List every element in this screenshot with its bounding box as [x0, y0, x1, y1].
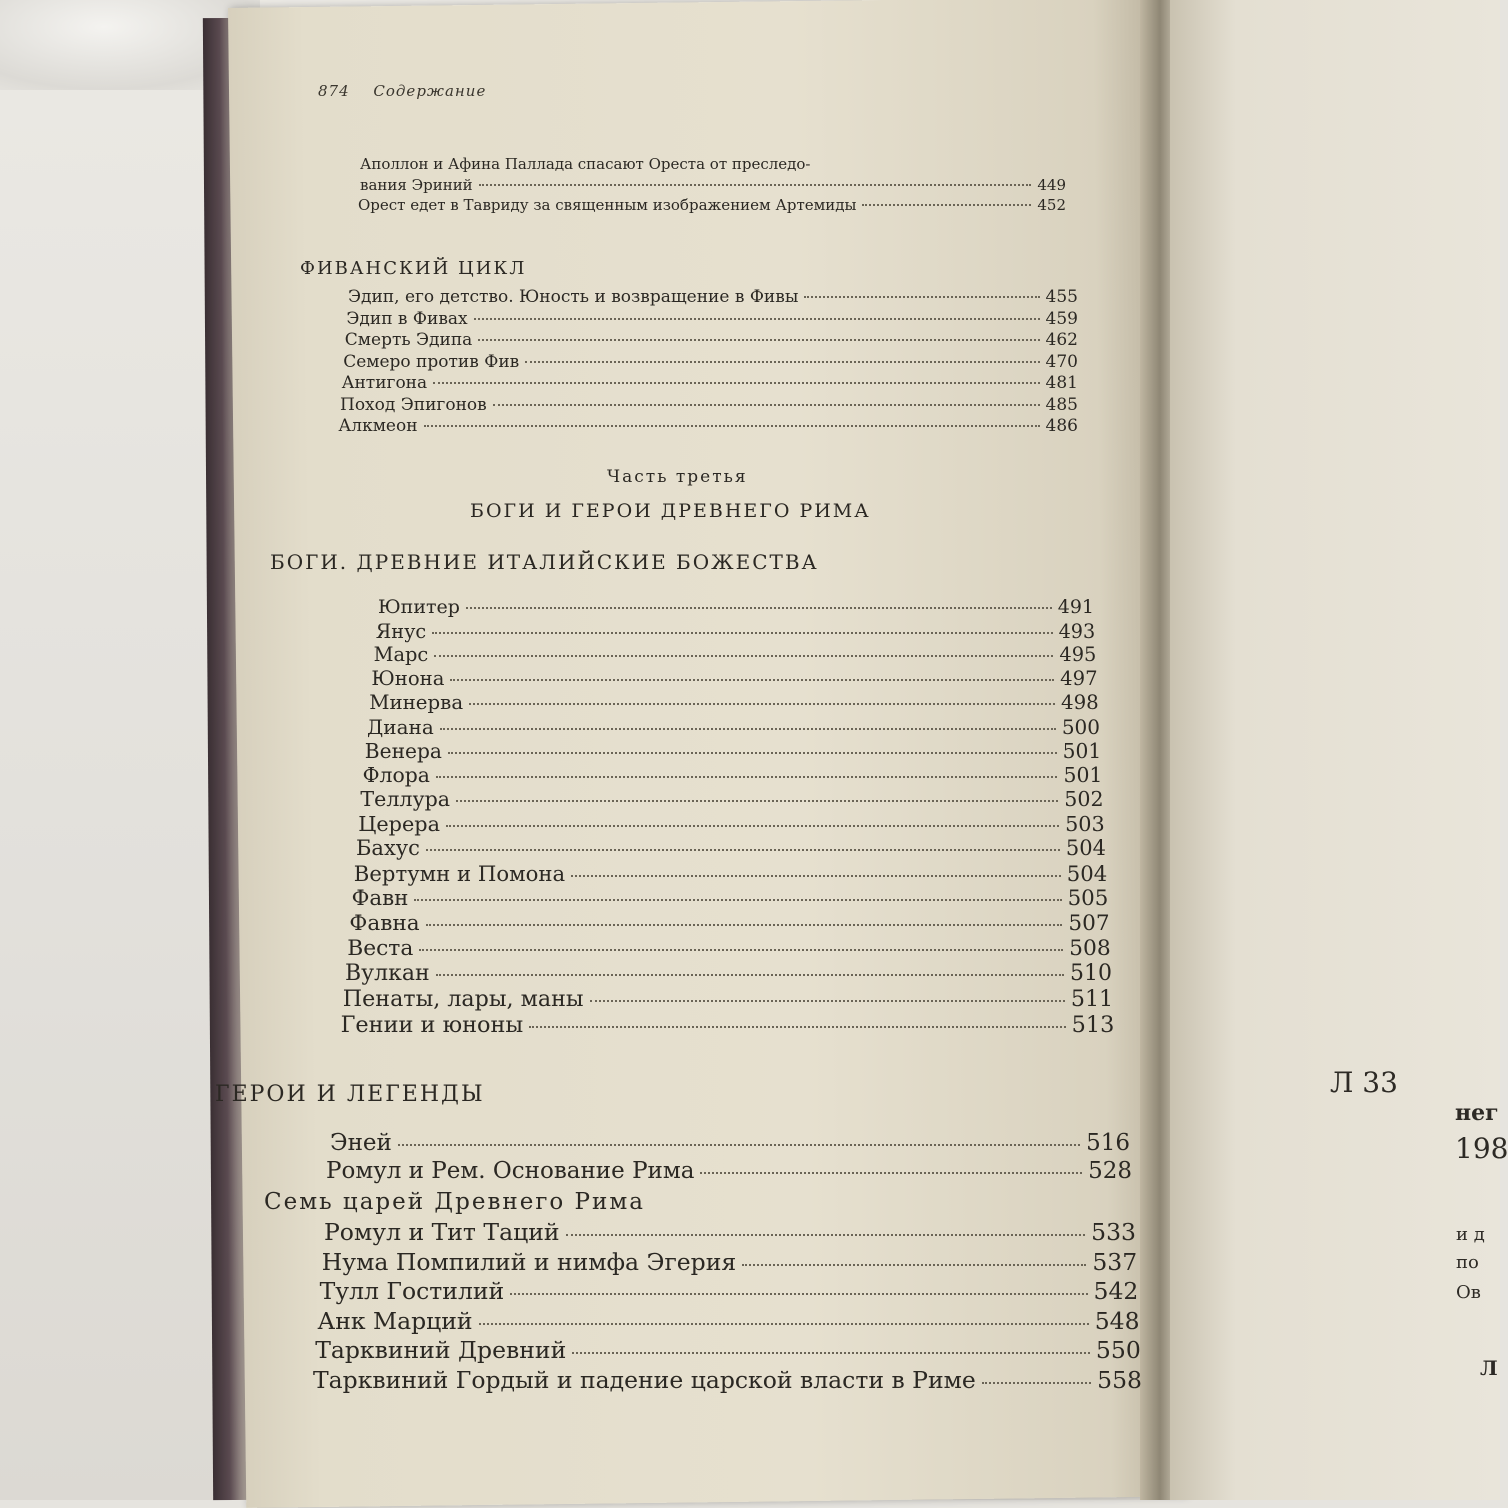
- dot-leader: [456, 800, 1058, 802]
- dot-leader: [571, 875, 1061, 877]
- toc-entry: [374, 643, 1097, 666]
- dot-leader: [419, 949, 1063, 951]
- toc-entry: [341, 1012, 1115, 1038]
- dot-leader: [572, 1352, 1090, 1354]
- part-title: БОГИ И ГЕРОИ ДРЕВНЕГО РИМА: [470, 500, 871, 522]
- page-header-title: Содержание: [373, 82, 487, 100]
- right-page-line: нег: [1455, 1100, 1499, 1126]
- toc-entry: [317, 1307, 1139, 1335]
- dot-leader: [510, 1293, 1087, 1295]
- toc-entry-title: Тарквиний Древний: [315, 1336, 567, 1364]
- toc-entry-title: Юпитер: [378, 596, 460, 618]
- toc-entry-page: 528: [1088, 1158, 1132, 1184]
- toc-entry: [376, 620, 1095, 643]
- toc-entry-page: 462: [1045, 330, 1078, 350]
- toc-entry-title: Церера: [358, 811, 440, 836]
- toc-entry-page: 449: [1037, 176, 1066, 194]
- right-page-line: 198: [1455, 1132, 1508, 1165]
- toc-entry-title: Нума Помпилий и нимфа Эгерия: [321, 1247, 737, 1276]
- dot-leader: [398, 1144, 1080, 1146]
- toc-entry: [326, 1158, 1132, 1184]
- dot-leader: [432, 632, 1052, 634]
- dot-leader: [424, 425, 1040, 427]
- toc-entry-page: 511: [1070, 986, 1114, 1013]
- section-heading-gods: БОГИ. ДРЕВНИЕ ИТАЛИЙСКИЕ БОЖЕСТВА: [270, 550, 819, 574]
- toc-entry-page: 505: [1067, 885, 1109, 911]
- part-label: Часть третья: [607, 467, 748, 487]
- dot-leader: [436, 776, 1058, 778]
- toc-entry-title: Веста: [347, 935, 414, 961]
- toc-entry-page: 459: [1045, 308, 1078, 329]
- dot-leader: [434, 655, 1053, 657]
- toc-entry-page: 481: [1045, 373, 1078, 393]
- toc-entry-page: 497: [1060, 666, 1098, 690]
- dot-leader: [426, 924, 1063, 926]
- toc-entry-page: 486: [1045, 416, 1078, 436]
- toc-entry-title: Фавн: [351, 885, 409, 911]
- toc-entry-title: Аполлон и Афина Паллада спасают Ореста от преследо-: [360, 155, 811, 173]
- toc-entry: [343, 986, 1113, 1012]
- dot-leader: [440, 728, 1056, 730]
- toc-entry-title: Гении и юноны: [340, 1011, 524, 1038]
- toc-entry-title: Бахус: [356, 836, 420, 861]
- dot-leader: [450, 679, 1054, 681]
- dot-leader: [448, 752, 1057, 754]
- toc-entry: [330, 1130, 1130, 1156]
- toc-entry-page: 548: [1094, 1306, 1140, 1335]
- toc-entry: [363, 763, 1103, 787]
- dot-leader: [469, 703, 1055, 705]
- toc-entry-title: Антигона: [341, 373, 428, 393]
- toc-entry: [367, 715, 1100, 739]
- dot-leader: [566, 1234, 1086, 1236]
- toc-entry-page: 493: [1058, 619, 1096, 643]
- subsection-heading-kings: Семь царей Древнего Рима: [264, 1189, 645, 1215]
- toc-entry-title: Флора: [362, 763, 430, 788]
- dot-leader: [862, 204, 1031, 206]
- toc-entry-title: Эней: [330, 1130, 392, 1156]
- right-page: [1170, 0, 1508, 1500]
- toc-entry-page: 501: [1063, 763, 1103, 788]
- toc-entry-page: 455: [1045, 287, 1078, 307]
- right-page-line: Л: [1480, 1356, 1498, 1380]
- toc-entry-title: Семеро против Фив: [343, 351, 520, 372]
- toc-entry-page: 498: [1061, 690, 1099, 714]
- toc-entry: [347, 936, 1111, 961]
- toc-entry-page: 542: [1093, 1277, 1139, 1305]
- dot-leader: [493, 404, 1040, 406]
- dot-leader: [479, 184, 1032, 186]
- toc-entry-title: Венера: [364, 738, 442, 763]
- toc-entry-page: 558: [1097, 1365, 1142, 1394]
- toc-entry-page: 501: [1062, 738, 1102, 763]
- toc-entry: [352, 886, 1109, 911]
- toc-entry: [346, 309, 1078, 329]
- toc-entry-page: 495: [1059, 643, 1097, 667]
- toc-entry: [349, 911, 1109, 936]
- toc-entry: [342, 373, 1078, 393]
- toc-entry: [371, 667, 1097, 690]
- toc-entry: [365, 739, 1101, 763]
- toc-entry-title: Диана: [367, 714, 434, 739]
- toc-entry-page: 470: [1045, 351, 1078, 372]
- toc-entry-page: 510: [1070, 961, 1112, 987]
- dot-leader: [414, 899, 1061, 901]
- toc-entry: [340, 395, 1078, 415]
- toc-entry-page: 533: [1091, 1218, 1136, 1246]
- toc-entry-page: 500: [1061, 714, 1100, 739]
- toc-entry: [360, 155, 1008, 173]
- toc-entry-page: 508: [1069, 935, 1111, 961]
- toc-entry-title: Пенаты, лары, маны: [342, 986, 584, 1013]
- dot-leader: [436, 974, 1064, 976]
- toc-entry-page: 513: [1071, 1011, 1115, 1038]
- toc-entry-title: Минерва: [369, 690, 464, 714]
- toc-entry: [343, 352, 1078, 372]
- toc-entry-page: 452: [1037, 196, 1066, 214]
- section-heading-theban: ФИВАНСКИЙ ЦИКЛ: [300, 258, 527, 279]
- toc-entry-page: 516: [1086, 1130, 1130, 1156]
- toc-entry-page: 504: [1066, 861, 1108, 887]
- toc-entry-page: 485: [1045, 394, 1078, 415]
- dot-leader: [804, 296, 1039, 298]
- toc-entry-title: Ромул и Рем. Основание Рима: [326, 1158, 695, 1184]
- dot-leader: [466, 607, 1052, 609]
- toc-entry: [313, 1366, 1142, 1394]
- toc-entry-page: 537: [1092, 1247, 1138, 1276]
- toc-entry: [348, 287, 1078, 307]
- page-header: [318, 82, 486, 100]
- dot-leader: [700, 1172, 1082, 1174]
- toc-entry: [315, 1336, 1141, 1364]
- dot-leader: [446, 825, 1059, 827]
- toc-entry-title: Теллура: [360, 787, 451, 812]
- toc-entry: [338, 416, 1078, 436]
- dot-leader: [529, 1026, 1065, 1028]
- toc-entry-page: 491: [1057, 596, 1094, 618]
- toc-entry: [322, 1248, 1137, 1276]
- section-heading-heroes: ГЕРОИ И ЛЕГЕНДЫ: [215, 1082, 485, 1107]
- toc-entry-title: Янус: [375, 619, 427, 643]
- toc-entry-title: Смерть Эдипа: [344, 330, 473, 350]
- toc-entry: [360, 176, 1066, 194]
- toc-entry-title: Тарквиний Гордый и падение царской власти в Риме: [313, 1365, 976, 1394]
- toc-entry: [345, 961, 1112, 986]
- toc-entry-title: Алкмеон: [338, 416, 418, 436]
- dot-leader: [478, 339, 1039, 341]
- toc-entry-title: Анк Марций: [317, 1306, 473, 1335]
- toc-entry-page: 503: [1065, 811, 1105, 836]
- toc-entry: [320, 1277, 1139, 1305]
- toc-entry-page: 550: [1095, 1336, 1141, 1364]
- toc-entry-title: Юнона: [371, 666, 445, 690]
- toc-entry: [358, 812, 1105, 836]
- toc-entry-title: Ромул и Тит Таций: [324, 1218, 560, 1246]
- toc-entry-page: 507: [1068, 910, 1110, 936]
- toc-entry: [356, 836, 1106, 860]
- dot-leader: [525, 361, 1039, 363]
- toc-entry: [358, 196, 1066, 214]
- right-page-line: и д: [1456, 1224, 1485, 1245]
- toc-entry-title: Эдип, его детство. Юность и возвращение в Фивы: [348, 287, 799, 307]
- toc-entry-title: Вулкан: [345, 961, 430, 987]
- toc-entry: [360, 787, 1103, 811]
- dot-leader: [982, 1382, 1091, 1384]
- toc-entry-page: 502: [1064, 787, 1104, 812]
- right-page-code: Л 33: [1330, 1066, 1398, 1099]
- toc-entry-title: Фавна: [349, 910, 420, 936]
- right-page-line: по: [1456, 1252, 1479, 1273]
- toc-entry-page: 504: [1065, 836, 1106, 861]
- toc-entry-title: вания Эриний: [360, 176, 473, 194]
- toc-entry: [345, 330, 1078, 350]
- page-number: 874: [318, 82, 350, 100]
- dot-leader: [742, 1264, 1086, 1266]
- dot-leader: [479, 1323, 1089, 1325]
- toc-entry: [324, 1218, 1136, 1246]
- toc-entry-title: Тулл Гостилий: [319, 1277, 505, 1305]
- toc-entry: [354, 861, 1107, 886]
- toc-entry-title: Эдип в Фивах: [346, 308, 468, 329]
- toc-entry: [369, 691, 1099, 714]
- toc-entry-title: Вертумн и Помона: [353, 861, 566, 887]
- dot-leader: [426, 849, 1060, 851]
- toc-entry-title: Поход Эпигонов: [340, 394, 487, 415]
- dot-leader: [474, 318, 1040, 320]
- toc-entry: [378, 596, 1094, 618]
- toc-entry-title: Марс: [373, 643, 429, 667]
- toc-entry-title: Орест едет в Тавриду за священным изображением Артемиды: [358, 196, 857, 214]
- dot-leader: [590, 1000, 1065, 1002]
- right-page-line: Ов: [1456, 1282, 1481, 1303]
- dot-leader: [433, 382, 1039, 384]
